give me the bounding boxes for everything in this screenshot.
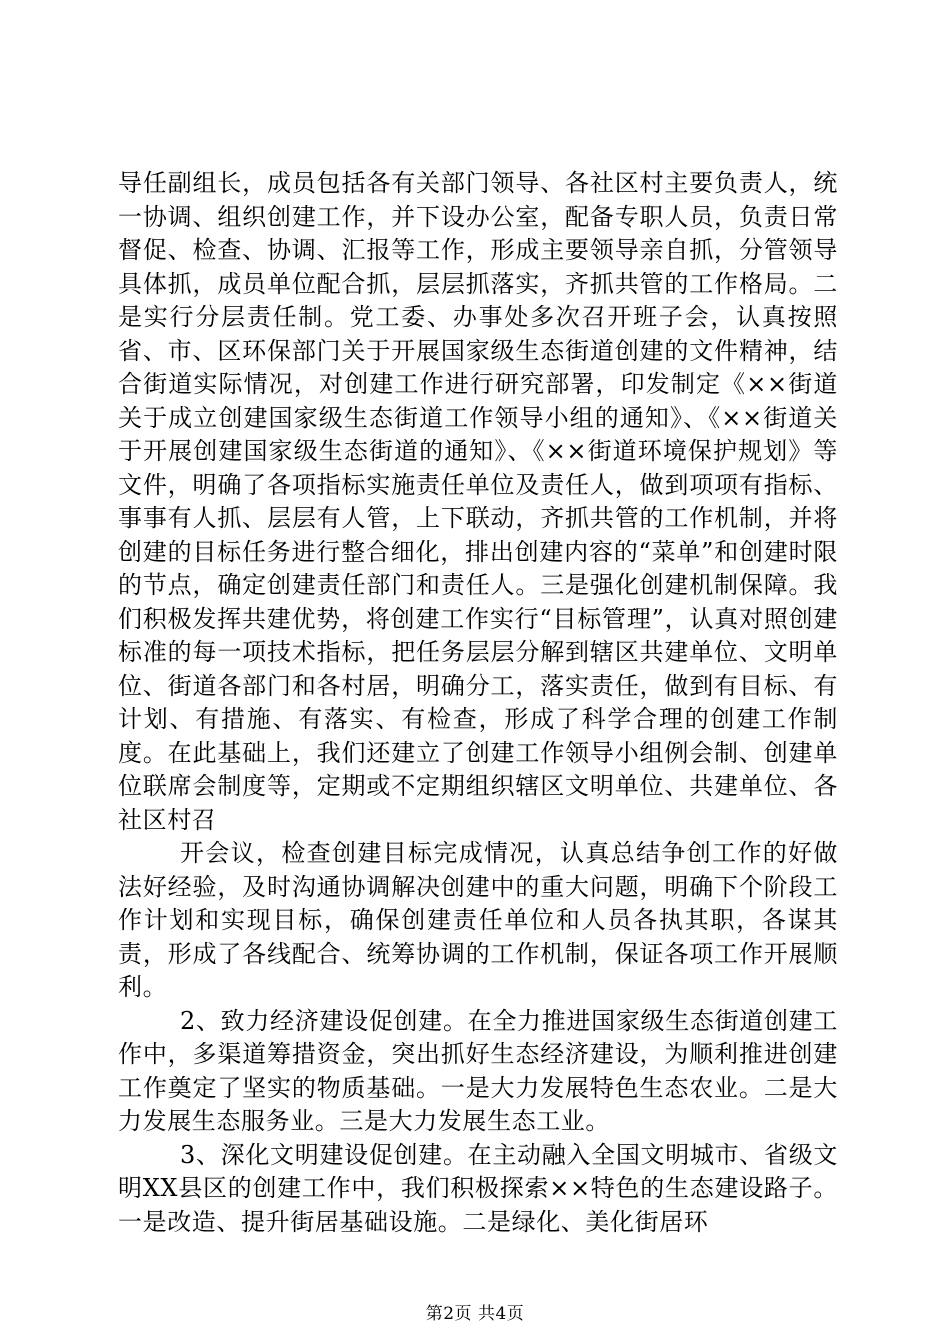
paragraph-economic-construction: 2、致力经济建设促创建。在全力推进国家级生态街道创建工作中，多渠道筹措资金，突出抓好生态经济建设，为顺利推进创建工作奠定了坚实的物质基础。一是大力发展特色生态农业。二是大力发展生态服务业。三是大力发展生态工业。 xyxy=(118,1006,838,1135)
page-number-footer: 第2页 共4页 xyxy=(425,1304,525,1324)
paragraph-meeting: 开会议，检查创建目标完成情况，认真总结争创工作的好做法好经验，及时沟通协调解决创建中的重大问题，明确下个阶段工作计划和实现目标，确保创建责任单位和人员各执其职，各谋其责，形成了各线配合、统筹协调的工作机制，保证各项工作开展顺利。 xyxy=(118,839,838,1001)
document-body xyxy=(118,167,838,1239)
paragraph-continued: 导任副组长，成员包括各有关部门领导、各社区村主要负责人，统一协调、组织创建工作，并下设办公室，配备专职人员，负责日常督促、检查、协调、汇报等工作，形成主要领导亲自抓，分管领导具体抓，成员单位配合抓，层层抓落实，齐抓共管的工作格局。二是实行分层责任制。党工委、办事处多次召开班子会，认真按照省、市、区环保部门关于开展国家级生态街道创建的文件精神，结合街道实际情况，对创建工作进行研究部署，印发制定《××街道关于成立创建国家级生态街道工作领导小组的通知》、《××街道关于开展创建国家级生态街道的通知》、《××街道环境保护规划》等文件，明确了各项指标实施责任单位及责任人，做到项项有指标、事事有人抓、层层有人管，上下联动，齐抓共管的工作机制，并将创建的目标任务进行整合细化，排出创建内容的“菜单”和创建时限的节点，确定创建责任部门和责任人。三是强化创建机制保障。我们积极发挥共建优势，将创建工作实行“目标管理”，认真对照创建标准的每一项技术指标，把任务层层分解到辖区共建单位、文明单位、街道各部门和各村居，明确分工，落实责任，做到有目标、有计划、有措施、有落实、有检查，形成了科学合理的创建工作制度。在此基础上，我们还建立了创建工作领导小组例会制、创建单位联席会制度等，定期或不定期组织辖区文明单位、共建单位、各社区村召 xyxy=(118,169,838,834)
paragraph-civilization-construction: 3、深化文明建设促创建。在主动融入全国文明城市、省级文明XX县区的创建工作中，我们积极探索××特色的生态建设路子。一是改造、提升街居基础设施。二是绿化、美化街居环 xyxy=(118,1140,838,1236)
